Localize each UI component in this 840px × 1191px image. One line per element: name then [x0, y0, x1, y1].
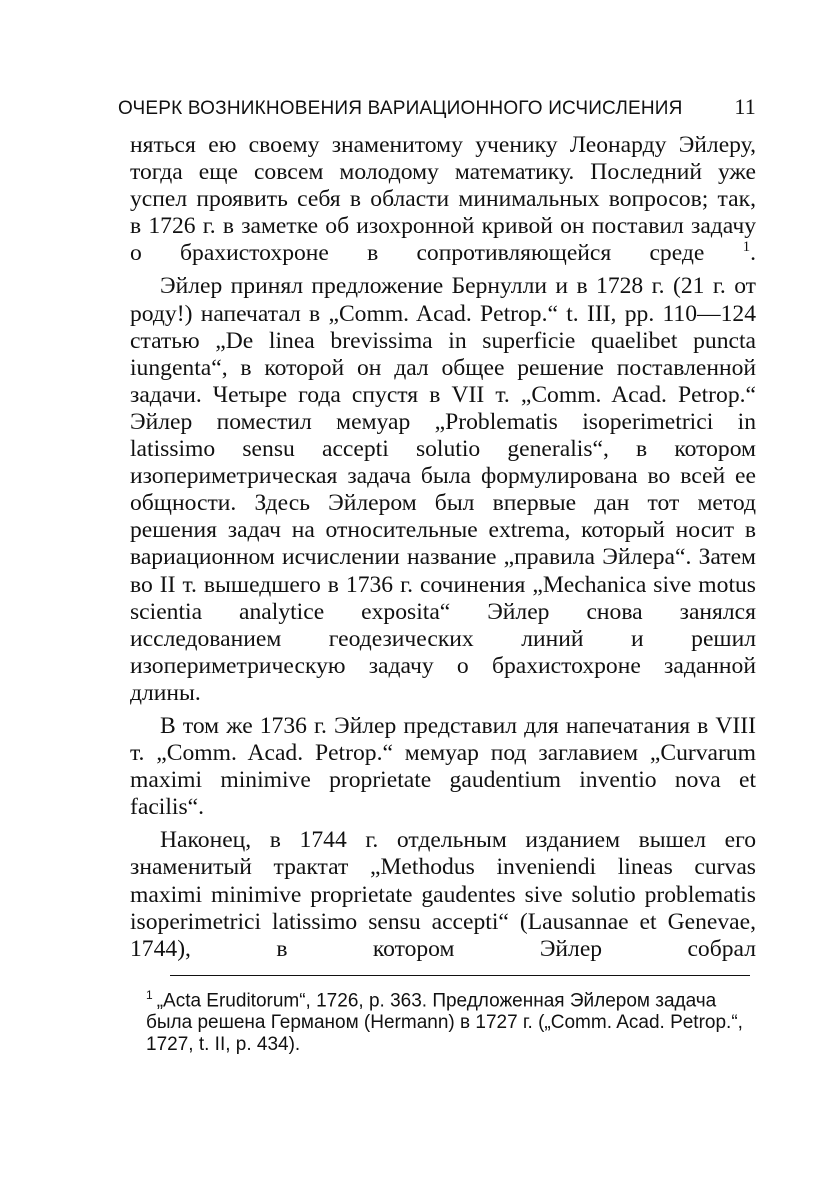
paragraph-4: Наконец, в 1744 г. отдельным изданием вышел его знаменитый трактат „Methodus inveniendi lineas curvas maximi minimive proprietate gaudentes sive solutio problematis isoperimetrici latissimo sensu accepti“ (Lausannae et Genevae, 1744), в котором Эйлер собрал: [130, 827, 756, 962]
paragraph-1: [130, 132, 756, 267]
paragraph-1-text: няться ею своему знаменитому ученику Леонарду Эйлеру, тогда еще совсем молодому математику. Последний уже успел проявить себя в области минимальных вопросов; так, в 1726 г. в заметке об изохронной кривой он поставил задачу о брахистохроне в сопротивляющейся среде: [130, 132, 756, 267]
paragraph-2: Эйлер принял предложение Бернулли и в 1728 г. (21 г. от роду!) напечатал в „Comm. Acad. Petrop.“ t. III, pp. 110—124 статью „De linea brevissima in superficie quaelibet puncta iungenta“, в которой он дал общее решение поставленной задачи. Четыре года спустя в VII т. „Comm. Acad. Petrop.“ Эйлер поместил мемуар „Problematis isoperimetrici in latissimo sensu accepti solutio generalis“, в котором изопериметрическая задача была формулирована во всей ее общности. Здесь Эйлером был впервые дан тот метод решения задач на относительные extrema, который носит в вариационном исчислении название „правила Эйлера“. Затем во II т. вышедшего в 1736 г. сочинения „Mechanica sive motus scientia analytice exposita“ Эйлер снова занялся исследованием геодезических линий и решил изопериметрическую задачу о брахистохроне заданной длины.: [130, 273, 756, 706]
page-number: 11: [734, 94, 756, 119]
footnote-1: [130, 984, 756, 1056]
footnote-mark: 1: [146, 987, 153, 1002]
body-text: [130, 132, 756, 963]
paragraph-1-tail: .: [750, 240, 756, 267]
running-header: [118, 94, 756, 120]
footnote-divider: [170, 975, 750, 976]
paragraph-3: В том же 1736 г. Эйлер представил для напечатания в VIII т. „Comm. Acad. Petrop.“ мемуар под заглавием „Curvarum maximi minimive proprietate gaudentium inventio nova et facilis“.: [130, 712, 756, 821]
footnote: [130, 984, 756, 1056]
running-title: ОЧЕРК ВОЗНИКНОВЕНИЯ ВАРИАЦИОННОГО ИСЧИСЛЕНИЯ: [118, 98, 683, 119]
footnote-text: „Acta Eruditorum“, 1726, p. 363. Предложенная Эйлером задача была решена Германом (Hermann) в 1727 г. („Comm. Acad. Petrop.“, 1727, t. II, p. 434).: [146, 990, 743, 1056]
book-page: [118, 94, 756, 1056]
footnote-reference: 1: [742, 239, 751, 256]
